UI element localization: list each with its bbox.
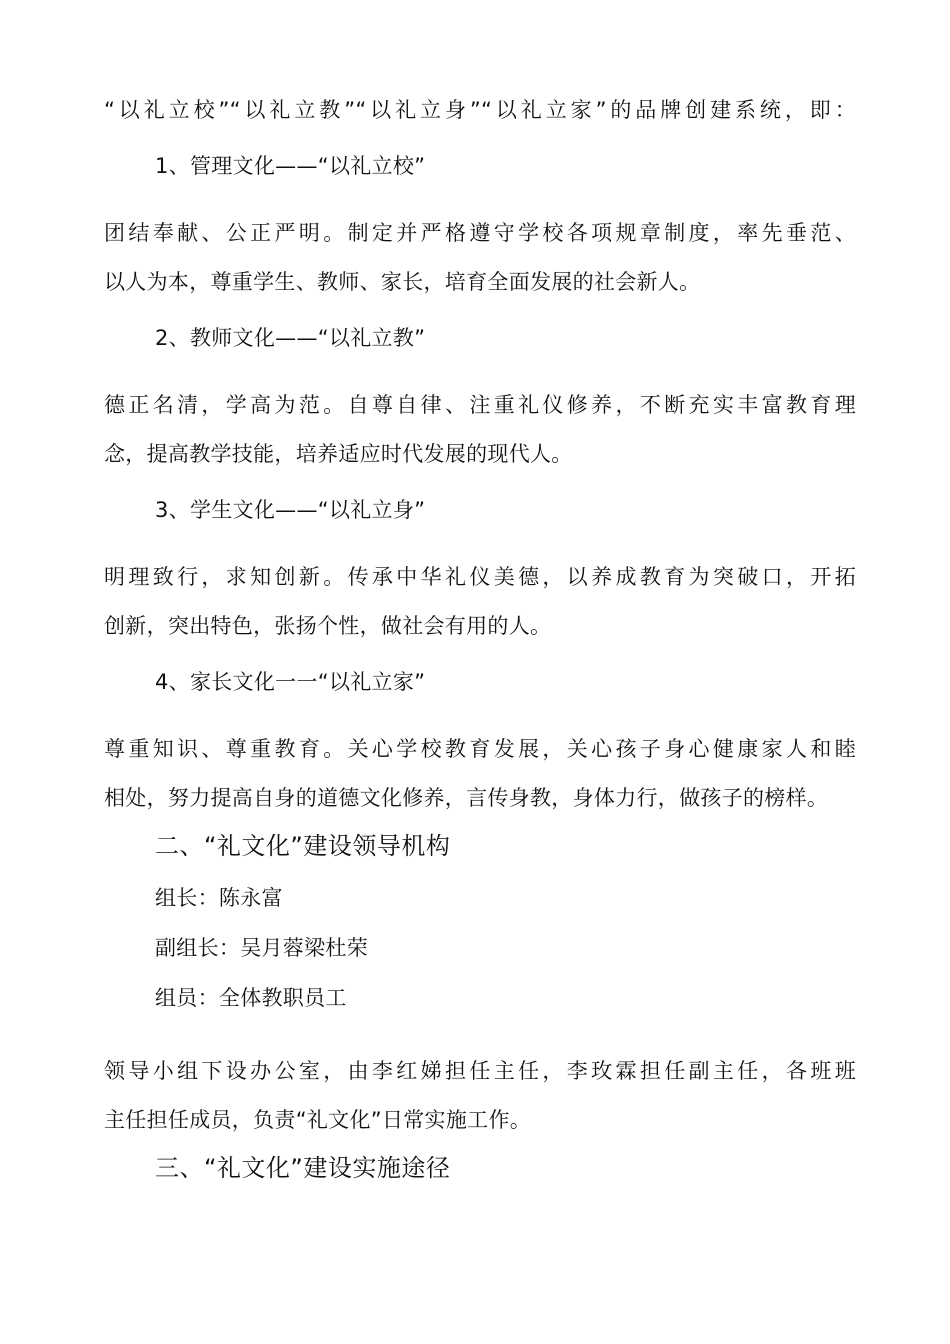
section-3-body-line-1: 明理致行，求知创新。传承中华礼仪美德，以养成教育为突破口，开拓 [104,565,856,589]
leader-line: 组长：陈永富 [155,886,283,910]
heading-three: 三、“礼文化”建设实施途径 [155,1154,451,1182]
members-line: 组员：全体教职员工 [155,986,347,1010]
section-4-title: 4、家长文化一一“以礼立家” [155,670,426,694]
section-4-body-line-2: 相处，努力提高自身的道德文化修养，言传身教，身体力行，做孩子的榜样。 [104,786,829,810]
office-line-1: 领导小组下设办公室，由李红娣担任主任，李玫霖担任副主任，各班班 [104,1059,856,1083]
section-2-body-line-1: 德正名清，学高为范。自尊自律、注重礼仪修养，不断充实丰富教育理 [104,393,856,417]
section-1-body-line-2: 以人为本，尊重学生、教师、家长，培育全面发展的社会新人。 [104,270,701,294]
section-3-body-line-2: 创新，突出特色，张扬个性，做社会有用的人。 [104,614,552,638]
section-1-body-line-1: 团结奉献、公正严明。制定并严格遵守学校各项规章制度，率先垂范、 [104,221,856,245]
section-2-body-line-2: 念，提高教学技能，培养适应时代发展的现代人。 [104,442,573,466]
deputy-leader-line: 副组长：吴月蓉梁杜荣 [155,936,368,960]
section-3-title: 3、学生文化——“以礼立身” [155,498,426,522]
heading-two: 二、“礼文化”建设领导机构 [155,832,451,860]
office-line-2: 主任担任成员，负责“礼文化”日常实施工作。 [104,1108,532,1132]
section-1-title: 1、管理文化——“以礼立校” [155,154,426,178]
section-4-body-line-1: 尊重知识、尊重教育。关心学校教育发展，关心孩子身心健康家人和睦 [104,737,856,761]
intro-line: “以礼立校”“以礼立教”“以礼立身”“以礼立家”的品牌创建系统，即： [104,98,856,122]
section-2-title: 2、教师文化——“以礼立教” [155,326,426,350]
